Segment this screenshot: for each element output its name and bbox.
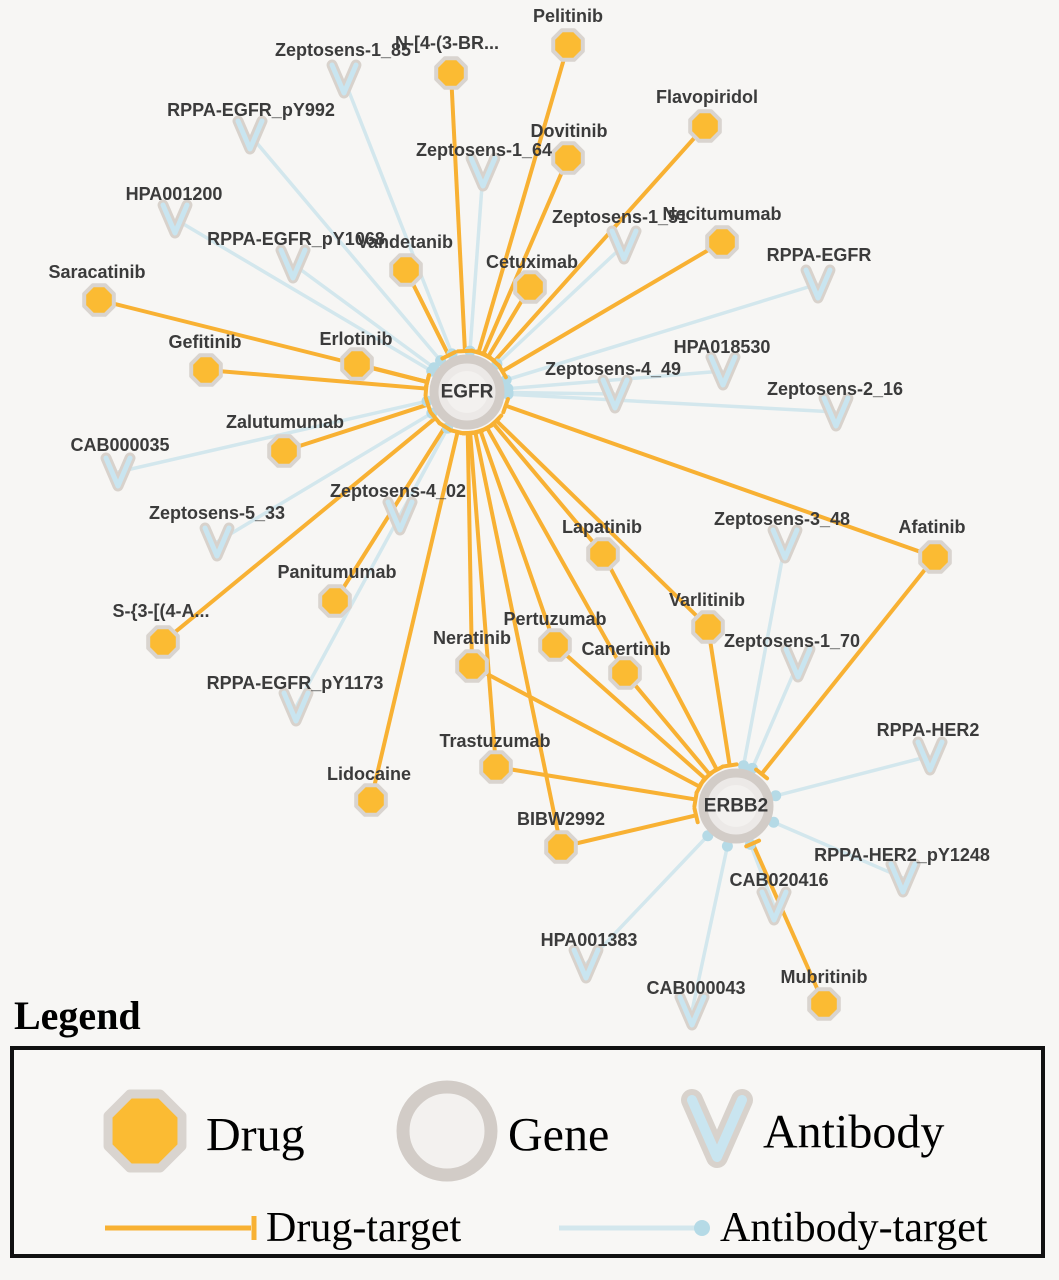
drug-target-tee xyxy=(694,809,697,823)
drug-node-flavopiridol xyxy=(690,111,720,141)
node-label-neratinib: Neratinib xyxy=(432,628,512,648)
node-label-flavopiridol: Flavopiridol xyxy=(655,87,759,107)
drug-node-s-3-4-a xyxy=(148,627,178,657)
node-label-cab020416: CAB020416 xyxy=(729,870,829,890)
drug-target-tee xyxy=(468,431,482,434)
node-label-pelitinib: Pelitinib xyxy=(532,6,604,26)
node-label-lidocaine: Lidocaine xyxy=(326,764,412,784)
drug-node-erlotinib xyxy=(342,349,372,379)
node-label-necitumumab: Necitumumab xyxy=(662,204,782,224)
legend-drug-label: Drug xyxy=(206,1108,305,1162)
drug-node-afatinib xyxy=(920,542,950,572)
edge-antibody-target-zeptosens-3-48 xyxy=(744,544,785,766)
legend-drug-target-label: Drug-target xyxy=(266,1205,462,1251)
node-label-rppa-egfr: RPPA-EGFR xyxy=(766,245,872,265)
node-label-trastuzumab: Trastuzumab xyxy=(439,731,551,751)
node-label-hpa001383: HPA001383 xyxy=(540,930,638,950)
drug-node-canertinib xyxy=(610,658,640,688)
drug-target-edge-symbol xyxy=(101,1213,271,1243)
node-label-zeptosens-1-51: Zeptosens-1_51 xyxy=(551,207,689,227)
edge-drug-target-flavopiridol xyxy=(494,126,705,361)
drug-node-lapatinib xyxy=(588,539,618,569)
node-label-cab000043: CAB000043 xyxy=(646,978,746,998)
node-label-zeptosens-1-70: Zeptosens-1_70 xyxy=(723,631,861,651)
gene-node-symbol xyxy=(392,1076,502,1186)
drug-target-tee xyxy=(503,399,508,412)
drug-node-zalutumumab xyxy=(269,436,299,466)
node-label-rppa-egfr-py992: RPPA-EGFR_pY992 xyxy=(167,100,335,120)
node-label-lapatinib: Lapatinib xyxy=(562,517,642,537)
node-label-varlitinib: Varlitinib xyxy=(668,590,746,610)
drug-target-tee xyxy=(723,764,737,766)
drug-node-cetuximab xyxy=(515,272,545,302)
drug-node-dovitinib xyxy=(553,143,583,173)
edge-drug-target-trastuzumab xyxy=(470,433,496,767)
gene-circle-icon xyxy=(403,1087,491,1175)
antibody-chevron-icon xyxy=(692,1100,742,1157)
node-label-rppa-egfr-py1068: RPPA-EGFR_pY1068 xyxy=(207,229,385,249)
node-label-canertinib: Canertinib xyxy=(581,639,671,659)
node-label-rppa-her2-py1248: RPPA-HER2_pY1248 xyxy=(814,845,990,865)
edge-drug-target-canertinib xyxy=(625,673,710,775)
edge-drug-target-trastuzumab xyxy=(496,767,696,799)
drug-target-tee xyxy=(694,793,696,807)
legend-gene-label: Gene xyxy=(508,1108,610,1162)
node-label-s-3-4-a: S-{3-[(4-A... xyxy=(112,601,210,621)
node-label-zeptosens-3-48: Zeptosens-3_48 xyxy=(713,509,851,529)
antibody-target-edge-symbol xyxy=(555,1213,720,1243)
drug-target-tee xyxy=(451,430,465,433)
edge-antibody-target-zeptosens-1-64 xyxy=(470,172,483,351)
drug-node-bibw2992 xyxy=(546,832,576,862)
edge-drug-target-n-4-3-br xyxy=(451,73,465,351)
node-label-zeptosens-5-33: Zeptosens-5_33 xyxy=(148,503,286,523)
gene-label-erbb2: ERBB2 xyxy=(703,795,769,817)
drug-node-necitumumab xyxy=(707,227,737,257)
drug-node-symbol xyxy=(95,1081,195,1181)
node-label-erlotinib: Erlotinib xyxy=(319,329,393,349)
node-label-vandetanib: Vandetanib xyxy=(356,232,454,252)
node-label-hpa018530: HPA018530 xyxy=(673,337,771,357)
node-label-cab000035: CAB000035 xyxy=(70,435,170,455)
node-label-n-4-3-br: N-[4-(3-BR... xyxy=(395,33,499,53)
node-label-zeptosens-4-02: Zeptosens-4_02 xyxy=(329,481,467,501)
drug-node-trastuzumab xyxy=(481,752,511,782)
drug-target-tee xyxy=(458,351,472,352)
antibody-target-dot-icon xyxy=(694,1220,710,1236)
drug-node-mubritinib xyxy=(809,989,839,1019)
drug-node-neratinib xyxy=(457,651,487,681)
node-label-pertuzumab: Pertuzumab xyxy=(503,609,607,629)
drug-node-vandetanib xyxy=(391,255,421,285)
node-label-panitumumab: Panitumumab xyxy=(277,562,397,582)
node-label-zalutumumab: Zalutumumab xyxy=(225,412,345,432)
node-label-dovitinib: Dovitinib xyxy=(530,121,608,141)
drug-node-pertuzumab xyxy=(540,630,570,660)
node-label-bibw2992: BIBW2992 xyxy=(516,809,606,829)
drug-node-panitumumab xyxy=(320,586,350,616)
node-label-rppa-egfr-py1173: RPPA-EGFR_pY1173 xyxy=(206,673,384,693)
node-label-zeptosens-1-64: Zeptosens-1_64 xyxy=(415,140,553,160)
drug-node-varlitinib xyxy=(693,612,723,642)
legend-antibody-label: Antibody xyxy=(763,1105,945,1159)
drug-octagon-icon xyxy=(108,1094,182,1168)
node-label-zeptosens-2-16: Zeptosens-2_16 xyxy=(766,379,904,399)
node-label-gefitinib: Gefitinib xyxy=(168,332,242,352)
legend-antibody-target-label: Antibody-target xyxy=(720,1205,988,1251)
node-label-zeptosens-1-85: Zeptosens-1_85 xyxy=(274,40,412,60)
node-label-saracatinib: Saracatinib xyxy=(48,262,146,282)
node-label-cetuximab: Cetuximab xyxy=(485,252,579,272)
edge-drug-target-pelitinib xyxy=(478,45,568,353)
drug-target-tee xyxy=(426,375,429,389)
antibody-node-symbol xyxy=(672,1082,762,1177)
node-label-hpa001200: HPA001200 xyxy=(125,184,223,204)
drug-node-pelitinib xyxy=(553,30,583,60)
gene-label-egfr: EGFR xyxy=(440,381,494,403)
legend-title: Legend xyxy=(14,993,141,1038)
node-label-zeptosens-4-49: Zeptosens-4_49 xyxy=(544,359,682,379)
edge-antibody-target-rppa-her2 xyxy=(776,756,930,796)
drug-node-gefitinib xyxy=(191,355,221,385)
node-label-rppa-her2: RPPA-HER2 xyxy=(876,720,980,740)
node-label-mubritinib: Mubritinib xyxy=(780,967,868,987)
node-label-afatinib: Afatinib xyxy=(898,517,966,537)
drug-node-saracatinib xyxy=(84,285,114,315)
legend-box xyxy=(10,1046,1045,1258)
drug-node-lidocaine xyxy=(356,785,386,815)
drug-node-n-4-3-br xyxy=(436,58,466,88)
